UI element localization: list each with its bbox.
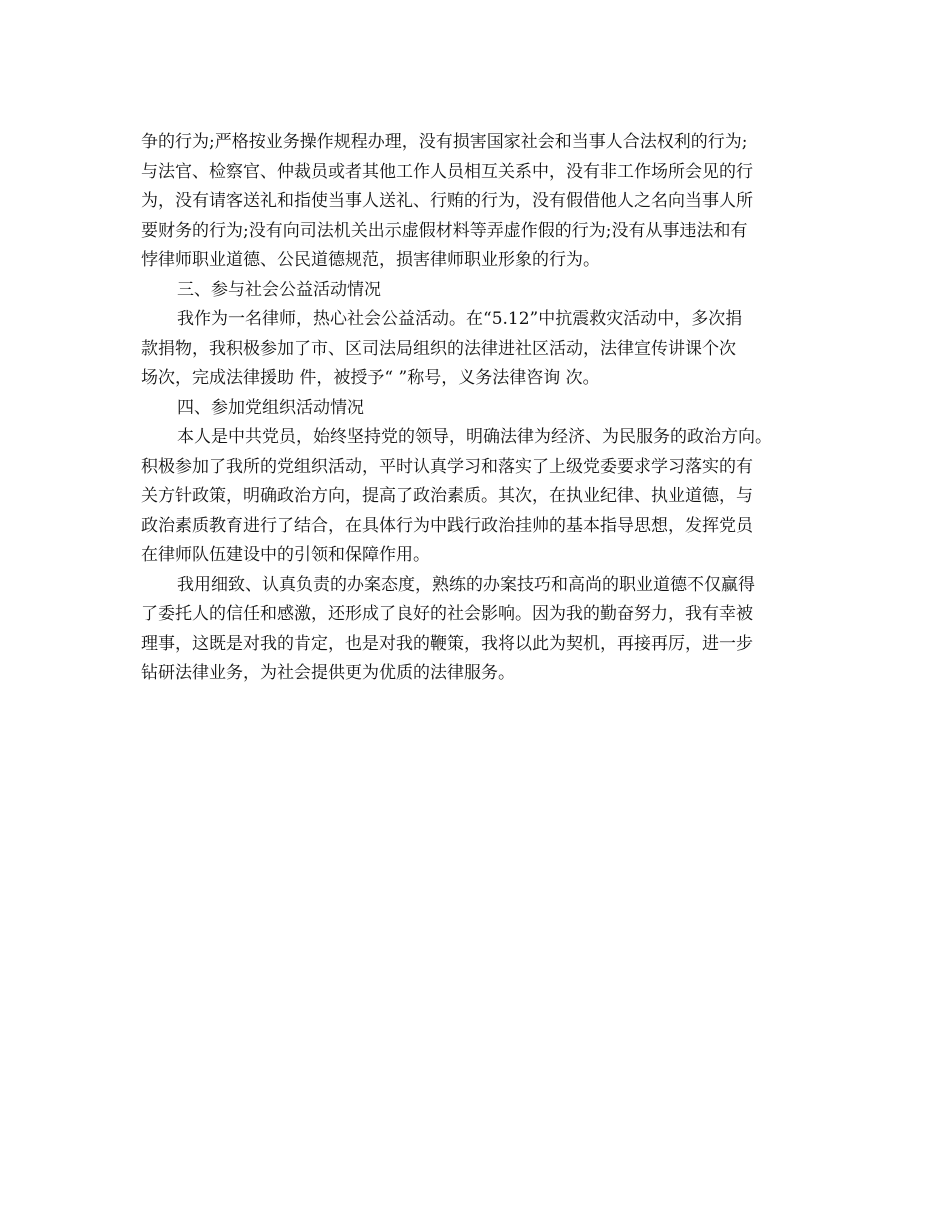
section-heading-party-activities: 四、参加党组织活动情况 <box>177 397 364 418</box>
text-line: 款捐物，我积极参加了市、区司法局组织的法律进社区活动，法律宣传讲课个次 <box>141 338 736 359</box>
text-line: 与法官、检察官、仲裁员或者其他工作人员相互关系中，没有非工作场所会见的行 <box>141 161 753 182</box>
text-line: 关方针政策，明确政治方向，提高了政治素质。其次，在执业纪律、执业道德，与 <box>141 486 753 506</box>
text-line: 本人是中共党员，始终坚持党的领导，明确法律为经济、为民服务的政治方向。 <box>177 427 772 447</box>
text-line: 悖律师职业道德、公民道德规范，损害律师职业形象的行为。 <box>141 250 600 270</box>
document-body <box>141 128 821 689</box>
text-line: 争的行为;严格按业务操作规程办理，没有损害国家社会和当事人合法权利的行为; <box>141 132 748 152</box>
text-line: 为，没有请客送礼和指使当事人送礼、行贿的行为，没有假借他人之名向当事人所 <box>141 191 753 211</box>
text-line: 我用细致、认真负责的办案态度，熟练的办案技巧和高尚的职业道德不仅赢得 <box>177 574 755 595</box>
text-line: 了委托人的信任和感激，还形成了良好的社会影响。因为我的勤奋努力，我有幸被 <box>141 604 753 624</box>
text-line: 要财务的行为;没有向司法机关出示虚假材料等弄虚作假的行为;没有从事违法和有 <box>141 220 748 241</box>
text-line: 政治素质教育进行了结合，在具体行为中践行政治挂帅的基本指导思想，发挥党员 <box>141 515 753 536</box>
text-line: 积极参加了我所的党组织活动，平时认真学习和落实了上级党委要求学习落实的有 <box>141 456 753 477</box>
text-line: 场次，完成法律援助 件，被授予“ ”称号，义务法律咨询 次。 <box>141 368 600 388</box>
section-heading-public-welfare: 三、参与社会公益活动情况 <box>177 279 381 300</box>
text-line: 我作为一名律师，热心社会公益活动。在“5.12”中抗震救灾活动中，多次捐 <box>177 309 743 329</box>
text-line: 理事，这既是对我的肯定，也是对我的鞭策，我将以此为契机，再接再厉，进一步 <box>141 633 753 654</box>
text-line: 钻研法律业务，为社会提供更为优质的法律服务。 <box>141 663 515 683</box>
text-line: 在律师队伍建设中的引领和保障作用。 <box>141 545 430 565</box>
